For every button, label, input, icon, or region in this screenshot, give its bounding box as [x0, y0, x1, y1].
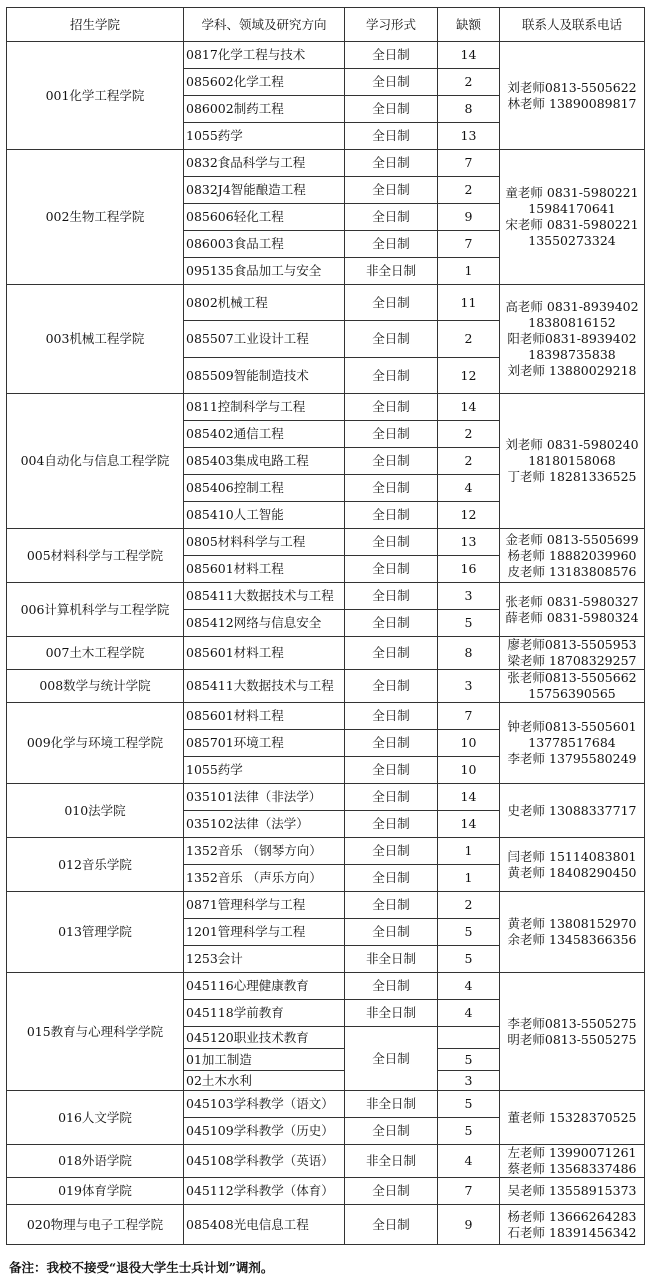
contact-line: 闫老师 15114083801	[507, 848, 637, 864]
subject-cell: 085701环境工程	[184, 730, 345, 757]
college-cell: 005材料科学与工程学院	[7, 529, 184, 583]
contact-line: 13550273324	[528, 233, 616, 248]
mode-cell: 全日制	[345, 177, 438, 204]
subject-cell: 01加工制造	[184, 1049, 345, 1071]
mode-cell: 全日制	[345, 703, 438, 730]
quota-cell: 14	[438, 811, 500, 838]
mode-cell: 全日制	[345, 204, 438, 231]
contact-cell	[500, 892, 645, 973]
mode-cell: 全日制	[345, 502, 438, 529]
contact-line: 吴老师 13558915373	[507, 1183, 637, 1198]
mode-cell: 全日制	[345, 811, 438, 838]
contact-line: 林老师 13890089817	[507, 95, 637, 111]
college-cell: 016人文学院	[7, 1091, 184, 1145]
contact-line: 左老师 13990071261	[507, 1145, 637, 1160]
subject-cell: 085602化学工程	[184, 69, 345, 96]
mode-cell: 全日制	[345, 556, 438, 583]
subject-cell: 085509智能制造技术	[184, 358, 345, 394]
mode-cell: 全日制	[345, 865, 438, 892]
subject-cell: 085403集成电路工程	[184, 448, 345, 475]
quota-cell: 5	[438, 1049, 500, 1071]
quota-cell: 9	[438, 204, 500, 231]
quota-cell: 2	[438, 177, 500, 204]
college-cell: 007土木工程学院	[7, 637, 184, 670]
mode-cell: 全日制	[345, 231, 438, 258]
contact-cell	[500, 703, 645, 784]
contact-cell	[500, 1205, 645, 1245]
mode-cell: 全日制	[345, 670, 438, 703]
mode-cell: 全日制	[345, 919, 438, 946]
subject-cell: 045120职业技术教育	[184, 1027, 345, 1049]
mode-cell: 全日制	[345, 394, 438, 421]
contact-line: 刘老师 13880029218	[507, 363, 637, 378]
contact-cell	[500, 838, 645, 892]
college-cell: 015教育与心理科学学院	[7, 973, 184, 1091]
mode-cell: 全日制	[345, 973, 438, 1000]
quota-cell: 7	[438, 703, 500, 730]
table-row	[7, 1178, 645, 1205]
quota-cell: 12	[438, 358, 500, 394]
college-cell: 019体育学院	[7, 1178, 184, 1205]
quota-cell	[438, 1027, 500, 1049]
mode-cell: 全日制	[345, 1027, 438, 1091]
contact-line: 18180158068	[528, 453, 616, 468]
college-cell: 009化学与环境工程学院	[7, 703, 184, 784]
subject-cell: 1201管理科学与工程	[184, 919, 345, 946]
quota-cell: 9	[438, 1205, 500, 1245]
quota-cell: 7	[438, 150, 500, 177]
mode-cell: 全日制	[345, 448, 438, 475]
mode-cell: 全日制	[345, 757, 438, 784]
subject-cell: 045108学科教学（英语）	[184, 1145, 345, 1178]
contact-line: 张老师0813-5505662	[507, 670, 637, 685]
contact-line: 15756390565	[528, 686, 616, 701]
mode-cell: 全日制	[345, 150, 438, 177]
subject-cell: 1055药学	[184, 757, 345, 784]
subject-cell: 02土木水利	[184, 1071, 345, 1091]
quota-cell: 2	[438, 892, 500, 919]
header-subject: 学科、领域及研究方向	[184, 8, 345, 42]
college-cell: 006计算机科学与工程学院	[7, 583, 184, 637]
mode-cell: 全日制	[345, 285, 438, 321]
table-row	[7, 973, 645, 1000]
college-cell: 002生物工程学院	[7, 150, 184, 285]
mode-cell: 非全日制	[345, 1000, 438, 1027]
quota-cell: 14	[438, 784, 500, 811]
contact-line: 阳老师0831-8939402	[507, 331, 637, 346]
contact-cell	[500, 1145, 645, 1178]
college-cell: 008数学与统计学院	[7, 670, 184, 703]
header-mode: 学习形式	[345, 8, 438, 42]
table-row	[7, 1091, 645, 1118]
subject-cell: 0805材料科学与工程	[184, 529, 345, 556]
contact-line: 明老师0813-5505275	[507, 1031, 637, 1047]
contact-line: 15984170641	[528, 201, 616, 216]
mode-cell: 全日制	[345, 1205, 438, 1245]
subject-cell: 1253会计	[184, 946, 345, 973]
contact-line: 童老师 0831-5980221	[505, 185, 639, 200]
table-row	[7, 285, 645, 321]
contact-line: 杨老师 18882039960	[507, 547, 637, 563]
college-cell: 003机械工程学院	[7, 285, 184, 394]
table-row	[7, 1145, 645, 1178]
admissions-table	[6, 7, 645, 1245]
quota-cell: 7	[438, 231, 500, 258]
contact-cell	[500, 150, 645, 285]
table-row	[7, 42, 645, 69]
contact-line: 18398735838	[528, 347, 616, 362]
quota-cell: 4	[438, 973, 500, 1000]
quota-cell: 11	[438, 285, 500, 321]
subject-cell: 0817化学工程与技术	[184, 42, 345, 69]
contact-line: 刘老师0813-5505622	[507, 79, 637, 95]
quota-cell: 7	[438, 1178, 500, 1205]
table-body	[7, 42, 645, 1245]
mode-cell: 全日制	[345, 784, 438, 811]
college-cell: 004自动化与信息工程学院	[7, 394, 184, 529]
subject-cell: 1352音乐 （钢琴方向）	[184, 838, 345, 865]
contact-line: 梁老师 18708329257	[507, 653, 637, 668]
mode-cell: 全日制	[345, 610, 438, 637]
subject-cell: 035102法律（法学）	[184, 811, 345, 838]
contact-cell	[500, 1178, 645, 1205]
table-row	[7, 637, 645, 670]
contact-cell	[500, 529, 645, 583]
contact-line: 13778517684	[528, 735, 616, 750]
subject-cell: 0802机械工程	[184, 285, 345, 321]
subject-cell: 085601材料工程	[184, 637, 345, 670]
quota-cell: 13	[438, 123, 500, 150]
college-cell: 018外语学院	[7, 1145, 184, 1178]
subject-cell: 085412网络与信息安全	[184, 610, 345, 637]
subject-cell: 045118学前教育	[184, 1000, 345, 1027]
contact-cell	[500, 1091, 645, 1145]
contact-line: 宋老师 0831-5980221	[505, 217, 639, 232]
quota-cell: 16	[438, 556, 500, 583]
quota-cell: 12	[438, 502, 500, 529]
contact-cell	[500, 670, 645, 703]
subject-cell: 045116心理健康教育	[184, 973, 345, 1000]
subject-cell: 085601材料工程	[184, 703, 345, 730]
subject-cell: 045112学科教学（体育）	[184, 1178, 345, 1205]
subject-cell: 045109学科教学（历史）	[184, 1118, 345, 1145]
quota-cell: 2	[438, 448, 500, 475]
mode-cell: 全日制	[345, 321, 438, 358]
table-row	[7, 1205, 645, 1245]
mode-cell: 非全日制	[345, 1091, 438, 1118]
table-row	[7, 703, 645, 730]
table-row	[7, 892, 645, 919]
quota-cell: 5	[438, 919, 500, 946]
contact-cell	[500, 394, 645, 529]
contact-line: 石老师 18391456342	[507, 1224, 637, 1240]
contact-line: 18380816152	[528, 315, 616, 330]
quota-cell: 1	[438, 838, 500, 865]
header-quota: 缺额	[438, 8, 500, 42]
table-row	[7, 394, 645, 421]
quota-cell: 4	[438, 1145, 500, 1178]
mode-cell: 全日制	[345, 838, 438, 865]
quota-cell: 8	[438, 96, 500, 123]
mode-cell: 非全日制	[345, 946, 438, 973]
contact-line: 廖老师0813-5505953	[507, 637, 637, 652]
subject-cell: 045103学科教学（语文）	[184, 1091, 345, 1118]
contact-line: 史老师 13088337717	[507, 802, 637, 818]
quota-cell: 14	[438, 42, 500, 69]
quota-cell: 5	[438, 610, 500, 637]
mode-cell: 全日制	[345, 475, 438, 502]
mode-cell: 全日制	[345, 583, 438, 610]
table-row	[7, 838, 645, 865]
mode-cell: 非全日制	[345, 1145, 438, 1178]
quota-cell: 3	[438, 583, 500, 610]
mode-cell: 全日制	[345, 42, 438, 69]
college-cell: 013管理学院	[7, 892, 184, 973]
contact-line: 蔡老师 13568337486	[507, 1161, 637, 1176]
subject-cell: 0871管理科学与工程	[184, 892, 345, 919]
contact-line: 董老师 15328370525	[507, 1109, 637, 1125]
quota-cell: 5	[438, 1118, 500, 1145]
subject-cell: 085410人工智能	[184, 502, 345, 529]
contact-line: 李老师0813-5505275	[507, 1015, 637, 1031]
header-college: 招生学院	[7, 8, 184, 42]
mode-cell: 全日制	[345, 529, 438, 556]
contact-line: 杨老师 13666264283	[507, 1208, 637, 1224]
contact-line: 金老师 0813-5505699	[505, 531, 639, 547]
mode-cell: 全日制	[345, 358, 438, 394]
subject-cell: 085601材料工程	[184, 556, 345, 583]
contact-cell	[500, 784, 645, 838]
table-row	[7, 150, 645, 177]
quota-cell: 8	[438, 637, 500, 670]
quota-cell: 4	[438, 1000, 500, 1027]
header-row	[7, 8, 645, 42]
table-row	[7, 784, 645, 811]
quota-cell: 2	[438, 69, 500, 96]
contact-cell	[500, 637, 645, 670]
quota-cell: 2	[438, 421, 500, 448]
subject-cell: 035101法律（非法学）	[184, 784, 345, 811]
contact-line: 刘老师 0831-5980240	[505, 437, 639, 452]
subject-cell: 1055药学	[184, 123, 345, 150]
contact-line: 丁老师 18281336525	[507, 469, 637, 484]
subject-cell: 0832食品科学与工程	[184, 150, 345, 177]
admissions-table-wrapper	[6, 7, 644, 1245]
mode-cell: 非全日制	[345, 258, 438, 285]
subject-cell: 0832J4智能酿造工程	[184, 177, 345, 204]
subject-cell: 095135食品加工与安全	[184, 258, 345, 285]
subject-cell: 085606轻化工程	[184, 204, 345, 231]
contact-line: 黄老师 18408290450	[507, 864, 637, 880]
quota-cell: 5	[438, 946, 500, 973]
quota-cell: 3	[438, 670, 500, 703]
quota-cell: 4	[438, 475, 500, 502]
contact-line: 余老师 13458366356	[507, 932, 637, 947]
contact-line: 李老师 13795580249	[507, 751, 637, 766]
mode-cell: 全日制	[345, 69, 438, 96]
subject-cell: 086002制药工程	[184, 96, 345, 123]
footnote: 备注：我校不接受“退役大学生士兵计划”调剂。	[9, 1260, 274, 1275]
quota-cell: 10	[438, 757, 500, 784]
subject-cell: 1352音乐 （声乐方向）	[184, 865, 345, 892]
table-row	[7, 529, 645, 556]
contact-cell	[500, 42, 645, 150]
contact-cell	[500, 285, 645, 394]
quota-cell: 1	[438, 258, 500, 285]
header-contact: 联系人及联系电话	[500, 8, 645, 42]
subject-cell: 085411大数据技术与工程	[184, 670, 345, 703]
subject-cell: 085406控制工程	[184, 475, 345, 502]
college-cell: 020物理与电子工程学院	[7, 1205, 184, 1245]
contact-line: 张老师 0831-5980327	[505, 593, 639, 609]
mode-cell: 全日制	[345, 892, 438, 919]
mode-cell: 全日制	[345, 123, 438, 150]
quota-cell: 2	[438, 321, 500, 358]
quota-cell: 13	[438, 529, 500, 556]
contact-line: 皮老师 13183808576	[507, 563, 637, 579]
contact-line: 高老师 0831-8939402	[505, 299, 639, 314]
subject-cell: 0811控制科学与工程	[184, 394, 345, 421]
table-row	[7, 670, 645, 703]
contact-line: 黄老师 13808152970	[507, 916, 637, 931]
quota-cell: 14	[438, 394, 500, 421]
college-cell: 001化学工程学院	[7, 42, 184, 150]
contact-cell	[500, 583, 645, 637]
subject-cell: 085408光电信息工程	[184, 1205, 345, 1245]
contact-line: 钟老师0813-5505601	[507, 719, 637, 734]
mode-cell: 全日制	[345, 730, 438, 757]
quota-cell: 3	[438, 1071, 500, 1091]
mode-cell: 全日制	[345, 421, 438, 448]
mode-cell: 全日制	[345, 1178, 438, 1205]
quota-cell: 10	[438, 730, 500, 757]
mode-cell: 全日制	[345, 637, 438, 670]
quota-cell: 5	[438, 1091, 500, 1118]
contact-cell	[500, 973, 645, 1091]
table-row	[7, 583, 645, 610]
college-cell: 012音乐学院	[7, 838, 184, 892]
college-cell: 010法学院	[7, 784, 184, 838]
subject-cell: 085507工业设计工程	[184, 321, 345, 358]
mode-cell: 全日制	[345, 96, 438, 123]
quota-cell: 1	[438, 865, 500, 892]
subject-cell: 085402通信工程	[184, 421, 345, 448]
subject-cell: 085411大数据技术与工程	[184, 583, 345, 610]
mode-cell: 全日制	[345, 1118, 438, 1145]
subject-cell: 086003食品工程	[184, 231, 345, 258]
contact-line: 薛老师 0831-5980324	[505, 609, 639, 625]
